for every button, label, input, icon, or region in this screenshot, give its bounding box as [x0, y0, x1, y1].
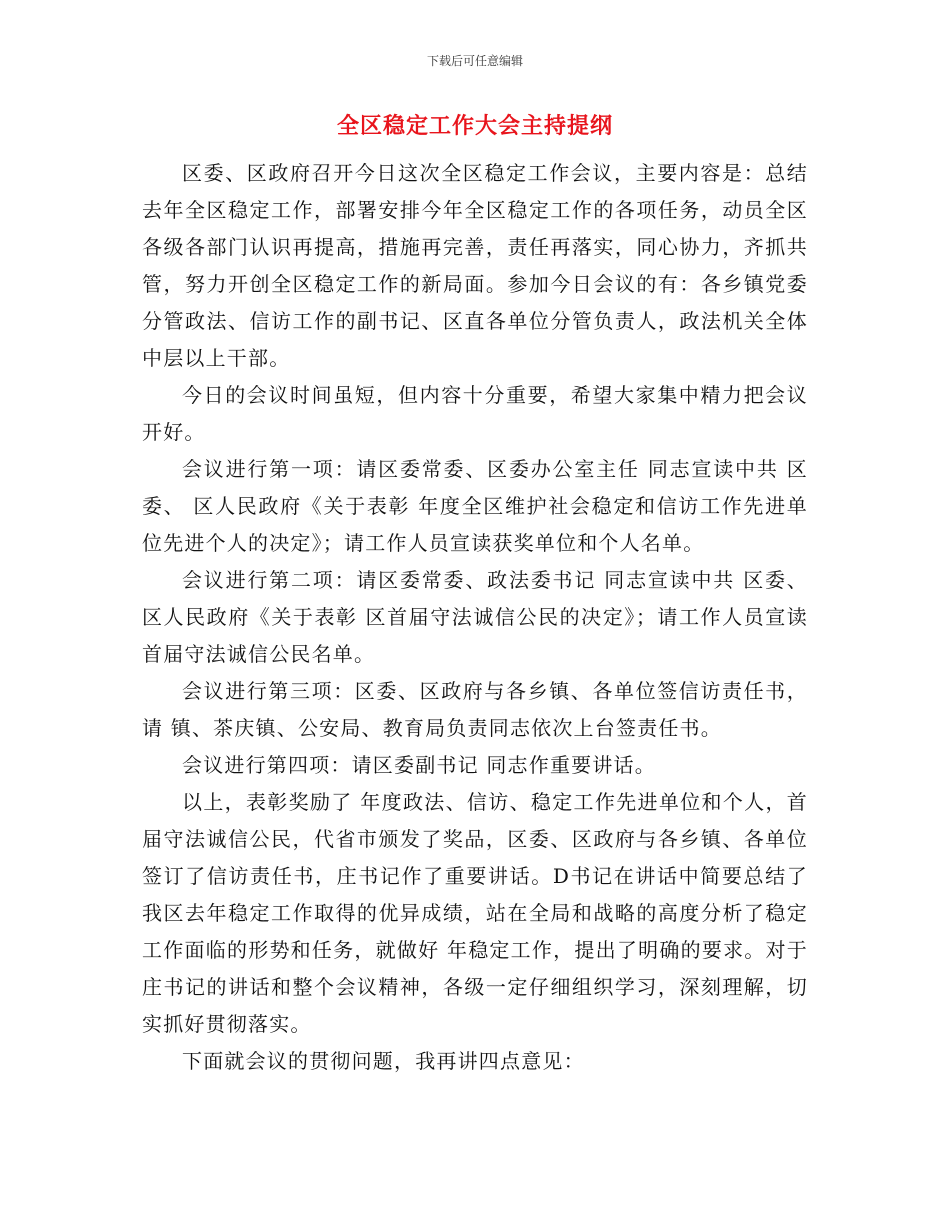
paragraph-agenda-item-4: 会议进行第四项：请区委副书记 同志作重要讲话。 — [182, 753, 656, 777]
paragraph-meeting-intro: 区委、区政府召开今日这次全区稳定工作会议，主要内容是：总结去年全区稳定工作，部署安排今年全区稳定工作的各项任务，动员全区各级各部门认识再提高，措施再完善，责任再落实，同心协力，齐抓共管，努力开创全区稳定工作的新局面。参加今日会议的有：各乡镇党委分管政法、信访工作的副书记、区直各单位分管负责人，政法机关全体中层以上干部。 — [142, 161, 808, 370]
document-title: 全区稳定工作大会主持提纲 — [336, 114, 613, 139]
paragraph-agenda-item-2: 会议进行第二项：请区委常委、政法委书记 同志宣读中共 区委、 区人民政府《关于表彰 区首届守法诚信公民的决定》；请工作人员宣读首届守法诚信公民名单。 — [142, 568, 808, 666]
paragraph-agenda-item-1: 会议进行第一项：请区委常委、区委办公室主任 同志宣读中共 区委、 区人民政府《关于表彰 年度全区维护社会稳定和信访工作先进单位先进个人的决定》；请工作人员宣读获奖单位和个人名单。 — [142, 457, 808, 555]
document-body — [142, 155, 808, 1080]
paragraph-summary: 以上，表彰奖励了 年度政法、信访、稳定工作先进单位和个人，首届守法诚信公民，代省市颁发了奖品，区委、区政府与各乡镇、各单位签订了信访责任书，庄书记作了重要讲话。D书记在讲话中简要总结了我区去年稳定工作取得的优异成绩，站在全局和战略的高度分析了稳定工作面临的形势和任务，就做好 年稳定工作，提出了明确的要求。对于庄书记的讲话和整个会议精神，各级一定仔细组织学习，深刻理解，切实抓好贯彻落实。 — [142, 790, 808, 1036]
paragraph-meeting-request: 今日的会议时间虽短，但内容十分重要，希望大家集中精力把会议开好。 — [142, 383, 808, 444]
page-header-note: 下载后可任意编辑 — [426, 54, 523, 68]
paragraph-agenda-item-3: 会议进行第三项：区委、区政府与各乡镇、各单位签信访责任书，请 镇、茶庆镇、公安局、教育局负责同志依次上台签责任书。 — [142, 679, 808, 740]
paragraph-closing-intro: 下面就会议的贯彻问题，我再讲四点意见： — [182, 1049, 585, 1073]
